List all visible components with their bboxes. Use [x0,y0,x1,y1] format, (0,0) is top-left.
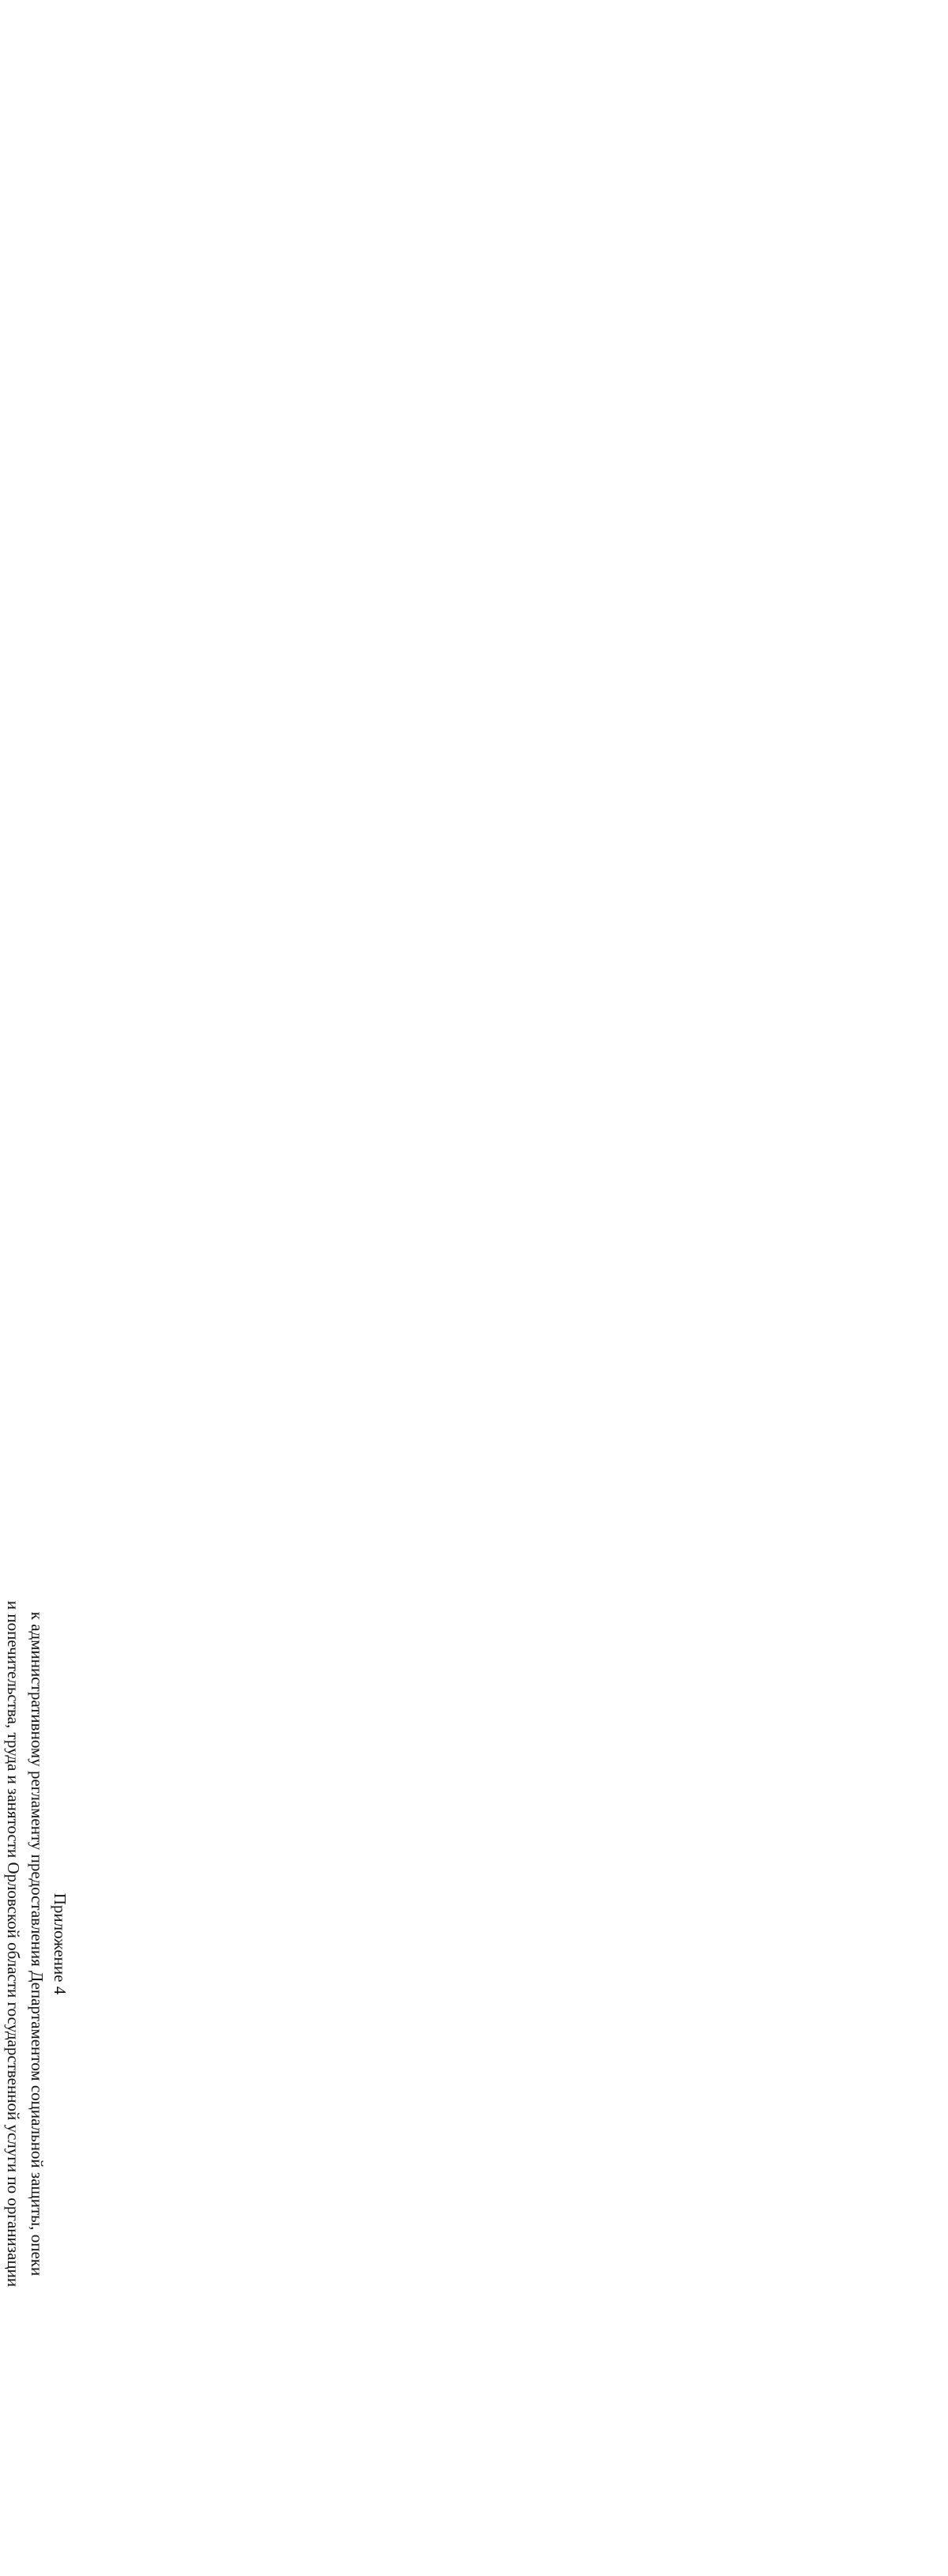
appendix-line-4 [0,1312,2,2576]
appendix-header [0,1312,71,2576]
appendix-line-2: к административному регламенту предоставления Департаментом социальной защиты, опеки [27,1611,47,2277]
appendix-number: Приложение 4 [51,1892,70,1995]
appendix-line-3: и попечительства, труда и занятости Орловской области государственной услуги по организации [4,1600,24,2288]
rotated-content [0,1312,71,2576]
